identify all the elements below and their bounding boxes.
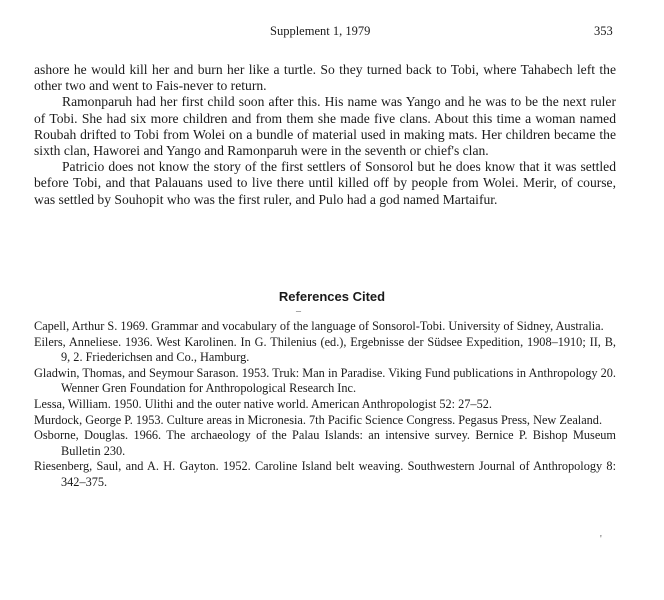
reference-entry: Capell, Arthur S. 1969. Grammar and vocabulary of the language of Sonsorol-Tobi. University of Sidney, Australia. (34, 319, 604, 333)
body-text (34, 62, 616, 208)
references-list (34, 319, 616, 491)
reference-entry: Riesenberg, Saul, and A. H. Gayton. 1952. Caroline Island belt weaving. Southwestern Journal of Anthropology 8: 342–375. (34, 459, 616, 489)
scan-speck: ' (600, 534, 602, 545)
paragraph-patricio: Patricio does not know the story of the first settlers of Sonsorol but he does know that it was settled before Tobi, and that Palauans used to live there until killed off by people from Wolei. Merir, of course, was settled by Souhopit who was the first ruler, and Pulo had a god named Martaifur. (34, 159, 616, 207)
paragraph-ramonparuh: Ramonparuh had her first child soon after this. His name was Yango and he was to be the next ruler of Tobi. She had six more children and from them she made five clans. About this time a woman named Roubah drifted to Tobi from Wolei on a bundle of material used in making mats. Her children became the sixth clan, Haworei and Yango and Ramonparuh were in the seventh or chief's clan. (34, 94, 616, 159)
scan-speck: – (296, 306, 301, 317)
references-heading: References Cited (278, 289, 386, 304)
journal-issue-title: Supplement 1, 1979 (270, 24, 371, 38)
reference-entry: Lessa, William. 1950. Ulithi and the outer native world. American Anthropologist 52: 27–52. (34, 396, 492, 411)
paragraph-continuation: ashore he would kill her and burn her like a turtle. So they turned back to Tobi, where Tahabech left the other two and went to Fais-never to return. (34, 62, 616, 94)
reference-entry: Osborne, Douglas. 1966. The archaeology of the Palau Islands: an intensive survey. Bernice P. Bishop Museum Bulletin 230. (34, 428, 616, 458)
page-number: 353 (594, 24, 613, 38)
reference-entry: Murdock, George P. 1953. Culture areas in Micronesia. 7th Pacific Science Congress. Pegasus Press, New Zealand. (34, 412, 603, 427)
reference-entry: Gladwin, Thomas, and Seymour Sarason. 1953. Truk: Man in Paradise. Viking Fund publications in Anthropology 20. Wenner Gren Foundation for Anthropological Research Inc. (34, 365, 616, 396)
reference-entry: Eilers, Anneliese. 1936. West Karolinen. In G. Thilenius (ed.), Ergebnisse der Südsee Expedition, 1908–1910; II, B, 9, 2. Friederichsen and Co., Hamburg. (34, 334, 616, 365)
running-header (0, 24, 664, 42)
